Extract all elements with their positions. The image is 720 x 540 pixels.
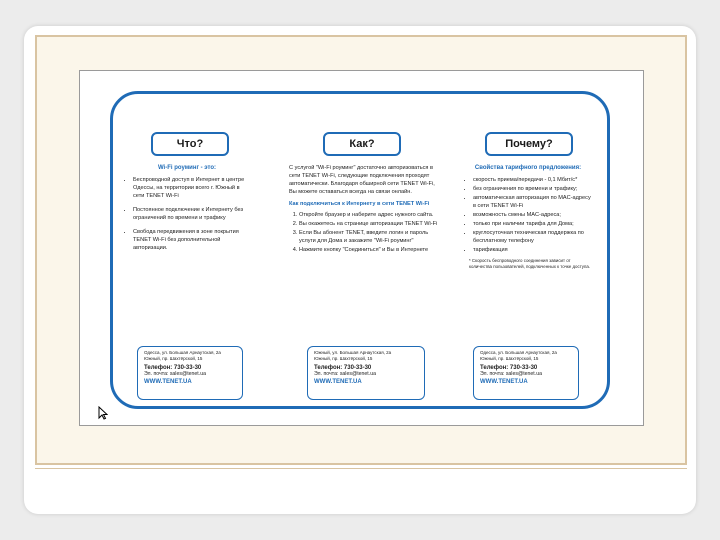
list-item: • круглосуточная техническая поддержка по бесплатному телефону: [473, 229, 593, 245]
contact-box-1: [137, 346, 243, 400]
header-what: Что?: [151, 132, 229, 156]
contact-website: WWW.TENET.UA: [144, 379, 192, 385]
contact-phone: Телефон: 730-33-30: [314, 365, 372, 371]
contact-email: Эл. почта: sales@tenet.ua: [480, 371, 542, 377]
contact-phone: Телефон: 730-33-30: [144, 365, 202, 371]
column-what: [123, 164, 251, 258]
list-item: • без ограничения по времени и трафику;: [473, 185, 593, 193]
header-how: Как?: [323, 132, 401, 156]
slide-footer: [35, 468, 687, 501]
column-how-subtitle: Как подключиться к Интернету в сети TENET Wi-Fi: [289, 201, 430, 207]
column-how-intro: С услугой "Wi-Fi роуминг" достаточно авторизоваться в сети TENET Wi-Fi, следующие подключения проходят автоматически. Благодаря обширной сети TENET Wi-Fi, Вы можете оставаться всегда на связи онлайн.: [289, 165, 435, 195]
contact-box-3: [473, 346, 579, 400]
contact-address-2: Южный, пр. Шахтёрской, 15: [314, 356, 373, 361]
list-item: • Беспроводной доступ в Интернет в центре Одессы, на территории всего г. Южный в сети TENET Wi-Fi: [133, 176, 251, 200]
list-item: • Свобода передвижения в зоне покрытия TENET Wi-Fi без дополнительной авторизации.: [133, 228, 251, 252]
column-why-list: [463, 176, 593, 254]
list-item: • только при наличии тарифа для Дома;: [473, 220, 593, 228]
header-why: Почему?: [485, 132, 573, 156]
column-what-title: Wi-Fi роуминг - это:: [157, 165, 217, 171]
step-item: 3. Если Вы абонент TENET, введите логин и пароль услуги для Дома и закажите "Wi-Fi роуминг": [299, 229, 439, 245]
column-why: [463, 164, 593, 269]
column-how-steps: [289, 211, 439, 254]
contact-address-2: Южный, пр. Шахтёрской, 15: [480, 356, 539, 361]
list-item: • возможность смены MAC-адреса;: [473, 211, 593, 219]
column-what-list: [123, 176, 251, 252]
column-why-title: Свойства тарифного предложения:: [474, 165, 582, 171]
list-item: • автоматическая авторизация по MAC-адресу в сети TENET Wi-Fi: [473, 194, 593, 210]
pamphlet-photo: [79, 70, 644, 426]
contact-email: Эл. почта: sales@tenet.ua: [314, 371, 376, 377]
contact-address-1: Одесса, ул. Большая Арнаутская, 2а: [480, 350, 557, 355]
contact-box-2: [307, 346, 425, 400]
mouse-pointer-icon: [98, 406, 108, 420]
contact-address-2: Южный, пр. Шахтёрской, 15: [144, 356, 203, 361]
contact-website: WWW.TENET.UA: [480, 379, 528, 385]
column-how: [289, 164, 439, 255]
step-item: 4. Нажмите кнопку "Соединиться" и Вы в Интернете: [299, 246, 439, 254]
step-item: 2. Вы окажетесь на странице авторизации TENET Wi-Fi: [299, 220, 439, 228]
contact-phone: Телефон: 730-33-30: [480, 365, 538, 371]
contact-address-1: Одесса, ул. Большая Арнаутская, 2а: [144, 350, 221, 355]
list-item: • скорость приема/передачи - 0,1 Мбит/с*: [473, 176, 593, 184]
pamphlet: [110, 91, 610, 409]
step-item: 1. Откройте браузер и наберите адрес нужного сайта.: [299, 211, 439, 219]
contact-website: WWW.TENET.UA: [314, 379, 362, 385]
list-item: • Постоянное подключение к Интернету без ограничений по времени и трафику: [133, 206, 251, 222]
list-item: • тарификация: [473, 246, 593, 254]
contact-email: Эл. почта: sales@tenet.ua: [144, 371, 206, 377]
contact-address-1: Южный, ул. Большая Арнаутская, 2а: [314, 350, 392, 355]
speed-footnote: * Скорость беспроводного соединения зависит от количества пользователей, подключенных к точке доступа.: [469, 258, 590, 269]
